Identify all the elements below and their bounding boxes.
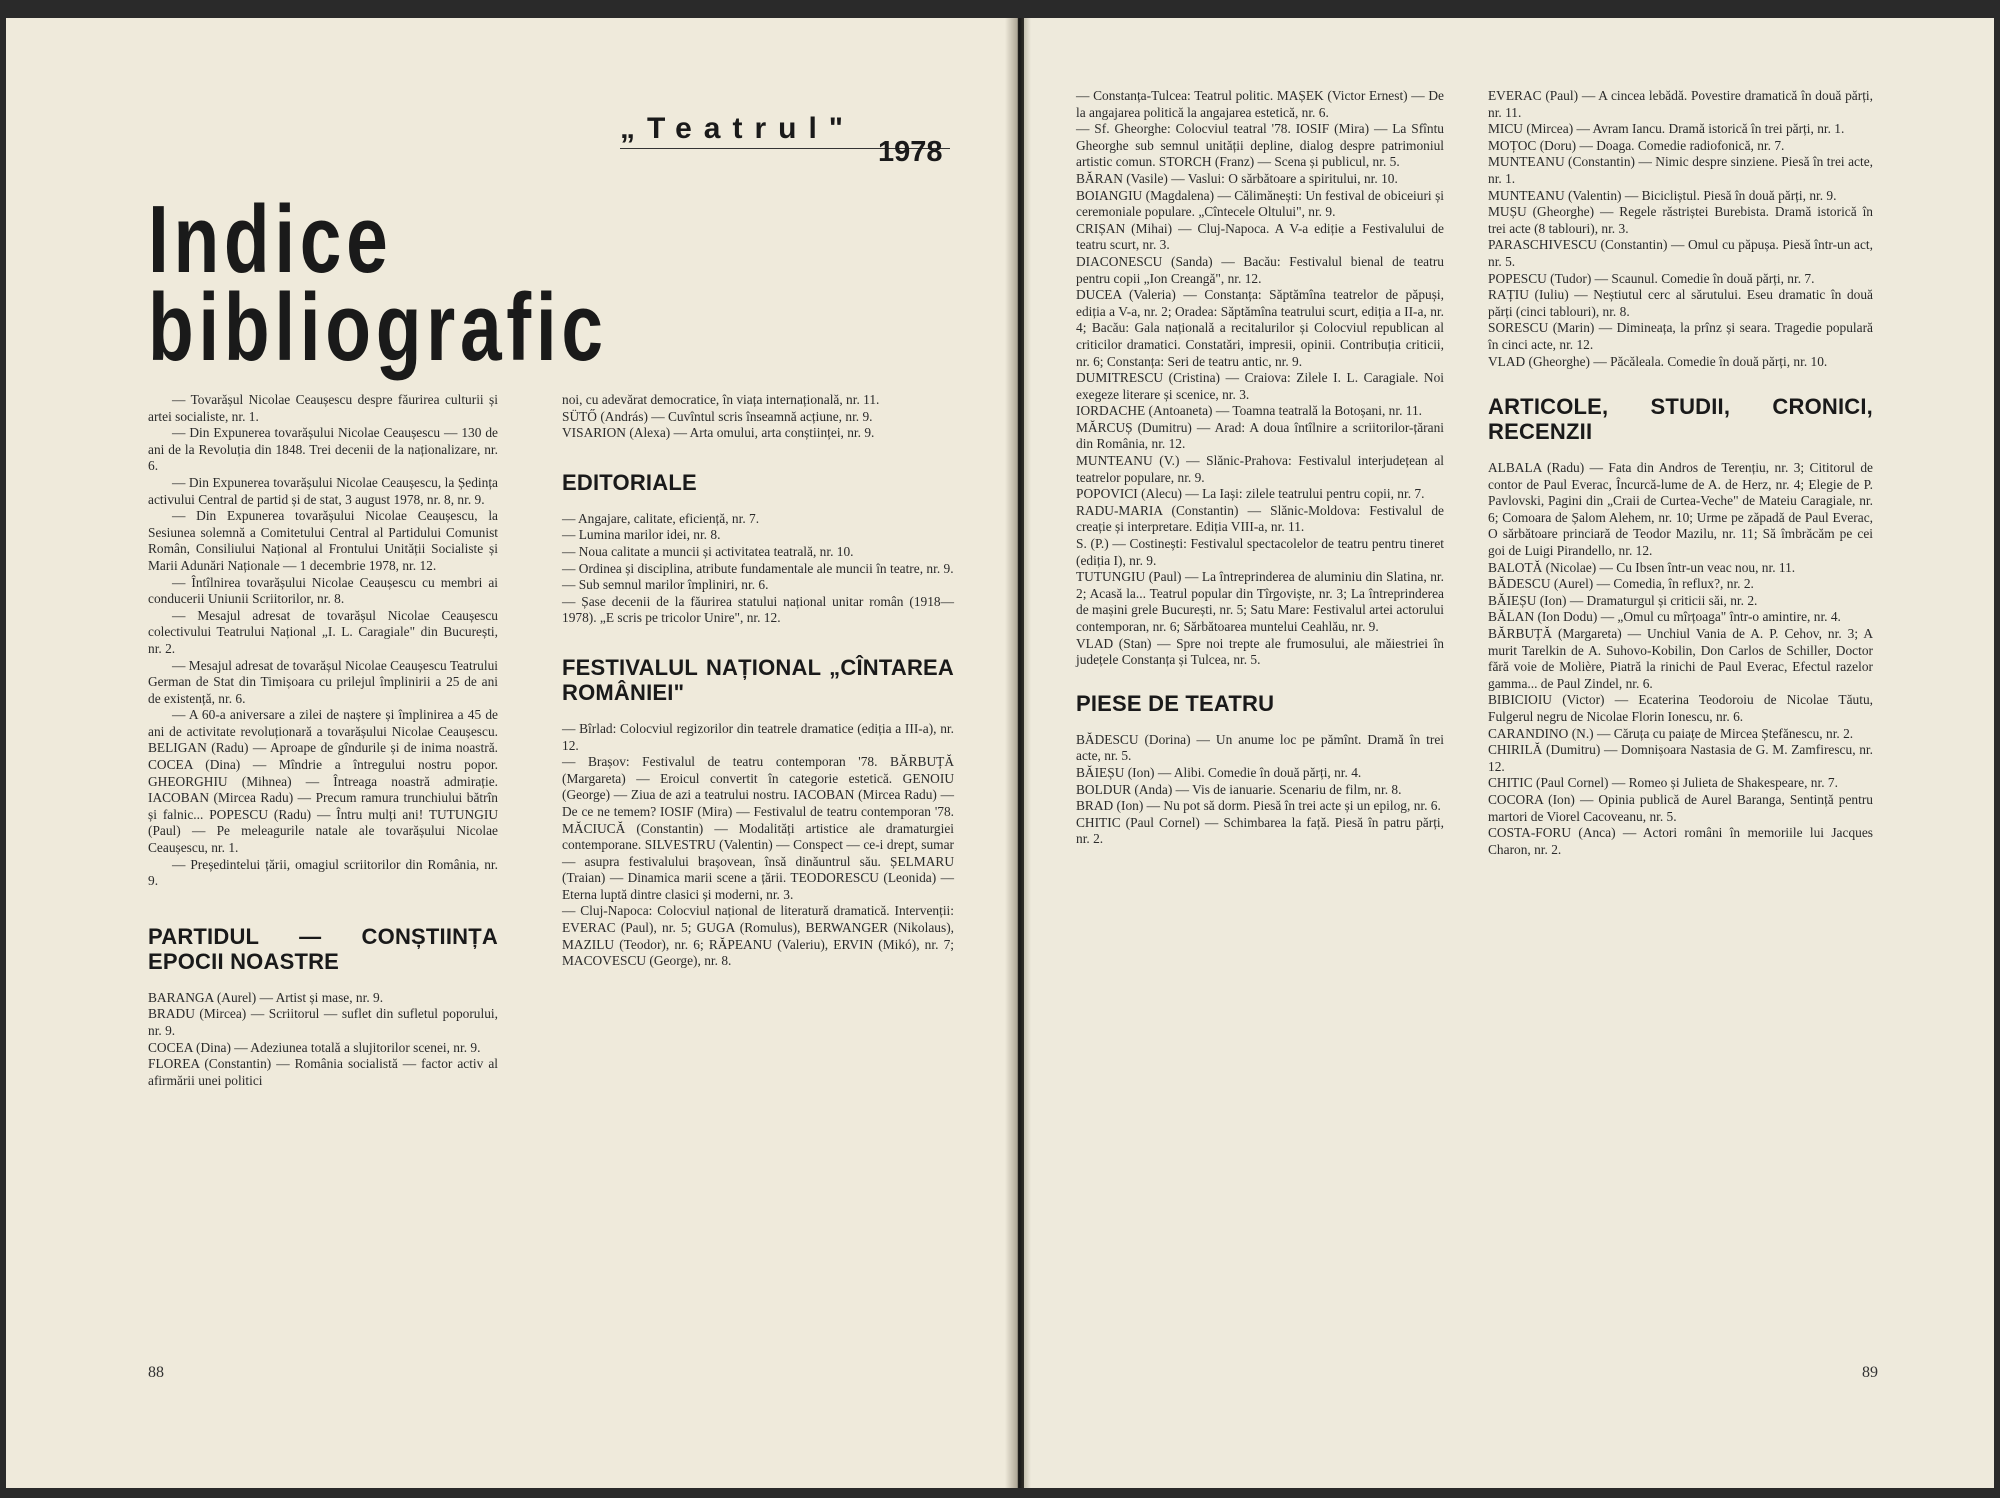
right-column-2 [1488, 88, 1873, 858]
section-piese-heading: PIESE DE TEATRU [1076, 690, 1275, 716]
index-entry: — Mesajul adresat de tovarășul Nicolae Ceaușescu Teatrului German de Stat din Timișoara cu prilejul împlinirii a 25 de ani de existență, nr. 6. [148, 657, 498, 706]
index-entry: BALOTĂ (Nicolae) — Cu Ibsen într-un veac nou, nr. 11. [1488, 559, 1796, 575]
index-entry: — Șase decenii de la făurirea statului național unitar român (1918—1978). „E scris pe tricolor Unire", nr. 12. [562, 593, 954, 626]
index-entry: — A 60-a aniversare a zilei de naștere și împlinirea a 45 de ani de activitate revoluționară a tovarășului Nicolae Ceaușescu. BELIGAN (Radu) — Aproape de gîndurile și de inima noastră. COCEA (Dina) — Mîndrie a întregului nostru popor. GHEORGHIU (Mihnea) — Întreaga noastră admirație. IACOBAN (Mircea Radu) — Precum ramura trunchiului bătrîn și falnic... POPESCU (Radu) — Întru mulți ani! TUTUNGIU (Paul) — Pe meleagurile natale ale tovarășului Nicolae Ceaușescu, nr. 1. [148, 707, 498, 856]
index-entry: FLOREA (Constantin) — România socialistă — factor activ al afirmării unei politici [148, 1056, 498, 1088]
index-entry: MUNTEANU (Valentin) — Bicicliștul. Piesă în două părți, nr. 9. [1488, 187, 1837, 203]
index-entry: — Sf. Gheorghe: Colocviul teatral '78. IOSIF (Mira) — La Sfîntu Gheorghe sub semnul unității depline, dialog despre patrimoniul artistic comun. STORCH (Franz) — Scena și publicul, nr. 5. [1076, 121, 1444, 170]
index-entry: PARASCHIVESCU (Constantin) — Omul cu păpușa. Piesă într-un act, nr. 5. [1488, 237, 1873, 269]
festival-cont-entries [1076, 88, 1444, 669]
index-entry: BRADU (Mircea) — Scriitorul — suflet din sufletul poporului, nr. 9. [148, 1006, 498, 1038]
index-entry: POPOVICI (Alecu) — La Iași: zilele teatrului pentru copii, nr. 7. [1076, 486, 1425, 502]
index-entry: BĂRBUȚĂ (Margareta) — Unchiul Vania de A. P. Cehov, nr. 3; A murit Tarelkin de A. Suhovo-Kobilin, Don Carlos de Schiller, Doctor fără voie de Molière, Piatră la rinichi de Paul Everac, Efectul razelor gamma... de Paul Zindel, nr. 6. [1488, 626, 1873, 691]
index-entry: — Bîrlad: Colocviul regizorilor din teatrele dramatice (ediția a III-a), nr. 12. [562, 720, 954, 753]
title-indice: Indice [148, 186, 393, 293]
title-bibliografic: bibliografic [148, 274, 608, 381]
index-entry: CARANDINO (N.) — Căruța cu paiațe de Mircea Ștefănescu, nr. 2. [1488, 725, 1854, 741]
index-entry: BĂDESCU (Aurel) — Comedia, în reflux?, nr. 2. [1488, 576, 1754, 592]
index-entry: DUCEA (Valeria) — Constanța: Săptămîna teatrelor de păpuși, ediția a V-a, nr. 2; Oradea: Săptămîna teatrului scurt, ediția a II-a, nr. 4; Bacău: Gala națională a recitalurilor și Colocviul republican al criticilor dramatici. Constatări, impresii, opinii. Contribuția criticii, nr. 6; Constanța: Seri de teatru antic, nr. 9. [1076, 287, 1444, 369]
editoriale-entries [562, 511, 954, 627]
index-entry: — Sub semnul marilor împliniri, nr. 6. [562, 577, 769, 593]
index-entry: BARANGA (Aurel) — Artist și mase, nr. 9. [148, 989, 384, 1005]
index-entry: — Din Expunerea tovarășului Nicolae Ceaușescu — 130 de ani de la Revoluția din 1848. Trei decenii de la naționalizare, nr. 6. [148, 425, 498, 474]
index-entry: BĂIEȘU (Ion) — Dramaturgul și criticii săi, nr. 2. [1488, 592, 1758, 608]
index-entry: CHITIC (Paul Cornel) — Romeo și Julieta de Shakespeare, nr. 7. [1488, 775, 1838, 791]
index-entry: CHITIC (Paul Cornel) — Schimbarea la față. Piesă în patru părți, nr. 2. [1076, 814, 1444, 847]
index-entry: COCORA (Ion) — Opinia publică de Aurel Baranga, Sentință pentru martori de Viorel Cacoveanu, nr. 5. [1488, 791, 1873, 824]
index-entry: noi, cu adevărat democratice, în viața internațională, nr. 11. [562, 392, 880, 407]
index-entry: — Cluj-Napoca: Colocviul național de literatură dramatică. Intervenții: EVERAC (Paul), nr. 5; GUGA (Romulus), BERWANGER (Nikolaus), MAZILU (Teodor), nr. 6; RĂPEANU (Valeriu), ERVIN (Mikó), nr. 7; MACOVESCU (George), nr. 8. [562, 903, 954, 969]
index-entry: IORDACHE (Antoaneta) — Toamna teatrală la Botoșani, nr. 11. [1076, 403, 1423, 419]
index-entry: DUMITRESCU (Cristina) — Craiova: Zilele I. L. Caragiale. Noi exegeze literare și scenice, nr. 3. [1076, 370, 1444, 402]
index-entry: COSTA-FORU (Anca) — Actori români în memoriile lui Jacques Charon, nr. 2. [1488, 825, 1873, 857]
left-column-2 [562, 392, 954, 970]
index-entry: VLAD (Gheorghe) — Păcăleala. Comedie în două părți, nr. 10. [1488, 353, 1828, 369]
index-entry: — Angajare, calitate, eficiență, nr. 7. [562, 510, 760, 526]
index-entry: — Întîlnirea tovarășului Nicolae Ceaușescu cu membri ai conducerii Uniunii Scriitorilor, nr. 8. [148, 574, 498, 607]
index-entry: DIACONESCU (Sanda) — Bacău: Festivalul bienal de teatru pentru copii „Ion Creangă", nr. 12. [1076, 253, 1444, 286]
index-entry: MUȘU (Gheorghe) — Regele răstriștei Burebista. Dramă istorică în trei acte (8 tablouri), nr. 3. [1488, 204, 1873, 236]
index-entry: MUNTEANU (Constantin) — Nimic despre sinziene. Piesă în trei acte, nr. 1. [1488, 154, 1873, 186]
index-entry: S. (P.) — Costinești: Festivalul spectacolelor de teatru pentru tineret (ediția I), nr. 9. [1076, 536, 1444, 568]
intro-entries [148, 392, 498, 890]
index-entry: BĂIEȘU (Ion) — Alibi. Comedie în două părți, nr. 4. [1076, 764, 1362, 780]
index-entry: — Din Expunerea tovarășului Nicolae Ceaușescu, la Ședința activului Central de partid și de stat, 3 august 1978, nr. 8, nr. 9. [148, 474, 498, 507]
index-entry: — Președintelui țării, omagiul scriitorilor din România, nr. 9. [148, 856, 498, 889]
index-entry: MOȚOC (Doru) — Doaga. Comedie radiofonică, nr. 7. [1488, 137, 1785, 153]
index-entry: VISARION (Alexa) — Arta omului, arta conștiinței, nr. 9. [562, 425, 875, 441]
right-column-1 [1076, 88, 1444, 848]
index-entry: EVERAC (Paul) — A cincea lebădă. Povestire dramatică în două părți, nr. 11. [1488, 88, 1873, 120]
index-entry: MĂRCUȘ (Dumitru) — Arad: A doua întîlnire a scriitorilor-țărani din România, nr. 12. [1076, 419, 1444, 452]
index-entry: CRIȘAN (Mihai) — Cluj-Napoca. A V-a ediție a Festivalului de teatru scurt, nr. 3. [1076, 220, 1444, 253]
index-entry: BOIANGIU (Magdalena) — Călimănești: Un festival de obiceiuri și ceremoniale populare. „Cîntecele Oltului", nr. 9. [1076, 187, 1444, 220]
index-entry: — Noua calitate a muncii și activitatea teatrală, nr. 10. [562, 543, 854, 559]
index-entry: BIBICIOIU (Victor) — Ecaterina Teodoroiu de Nicolae Tăutu, Fulgerul negru de Nicolae Florin Ionescu, nr. 6. [1488, 692, 1873, 724]
index-entry: — Tovarășul Nicolae Ceaușescu despre făurirea culturii și artei socialiste, nr. 1. [148, 392, 498, 424]
year-label: 1978 [878, 136, 943, 168]
index-entry: ALBALA (Radu) — Fata din Andros de Terențiu, nr. 3; Cititorul de contor de Paul Everac, Încurcă-lume de A. de Herz, nr. 4; Elegie de P. Pavlovski, Pagini din „Craii de Curtea-Veche" de Mateiu Caragiale, nr. 6; Comoara de Șalom Alehem, nr. 10; Urme pe zăpadă de Paul Everac, O sărbătoare princiară de Teodor Mazilu, nr. 11; Să îmbrăcăm pe cei goi de Luigi Pirandello, nr. 12. [1488, 460, 1873, 559]
index-entry: MICU (Mircea) — Avram Iancu. Dramă istorică în trei părți, nr. 1. [1488, 121, 1845, 137]
index-entry: BĂLAN (Ion Dodu) — „Omul cu mîrțoaga" într-o amintire, nr. 4. [1488, 609, 1841, 625]
magazine-title: „Teatrul" [620, 112, 856, 145]
section-articole-heading: ARTICOLE, STUDII, CRONICI, RECENZII [1488, 394, 1873, 445]
left-column-1 [148, 392, 498, 1089]
articole-entries [1488, 460, 1873, 858]
section-editoriale-heading: EDITORIALE [562, 469, 697, 495]
index-entry: TUTUNGIU (Paul) — La întreprinderea de aluminiu din Slatina, nr. 2; Acasă la... Teatrul popular din Tîrgoviște, nr. 3; La întreprinderea de mașini grele București, nr. 5; Satu Mare: Festivalul artei actorului contemporan, nr. 6; Sărbătoarea muntelui Ceahlău, nr. 9. [1076, 569, 1444, 634]
index-entry: — Ordinea și disciplina, atribute fundamentale ale muncii în teatre, nr. 9. [562, 560, 954, 576]
piese-entries [1076, 732, 1444, 848]
partid-entries [148, 990, 498, 1090]
book-gutter [1005, 18, 1031, 1488]
index-entry: POPESCU (Tudor) — Scaunul. Comedie în două părți, nr. 7. [1488, 270, 1815, 286]
index-entry: RAȚIU (Iuliu) — Neștiutul cerc al sărutului. Eseu dramatic în două părți (cinci tablouri), nr. 8. [1488, 287, 1873, 319]
section-festival-heading: FESTIVALUL NAȚIONAL „CÎNTAREA ROMÂNIEI" [562, 654, 954, 705]
index-entry: — Din Expunerea tovarășului Nicolae Ceaușescu, la Sesiunea solemnă a Comitetului Central al Partidului Comunist Român, Consiliului Național al Frontului Unității Socialiste și Marii Adunări Naționale — 1 decembrie 1978, nr. 12. [148, 508, 498, 573]
index-entry: BRAD (Ion) — Nu pot să dorm. Piesă în trei acte și un epilog, nr. 6. [1076, 798, 1441, 814]
festival-entries [562, 721, 954, 970]
index-entry: — Mesajul adresat de tovarășul Nicolae Ceaușescu colectivului Teatrului Național „I. L. Caragiale" din București, nr. 2. [148, 607, 498, 656]
page-number-right: 89 [1862, 1364, 1878, 1381]
index-entry: BĂRAN (Vasile) — Vaslui: O sărbătoare a spiritului, nr. 10. [1076, 170, 1398, 186]
index-entry: VLAD (Stan) — Spre noi trepte ale frumosului, ale măiestriei în județele Constanța și Tulcea, nr. 5. [1076, 635, 1444, 668]
index-entry: SÜTŐ (András) — Cuvîntul scris înseamnă acțiune, nr. 9. [562, 408, 873, 424]
index-entry: BĂDESCU (Dorina) — Un anume loc pe pămînt. Dramă în trei acte, nr. 5. [1076, 731, 1444, 764]
index-entry: — Lumina marilor idei, nr. 8. [562, 527, 721, 543]
index-entry: SORESCU (Marin) — Dimineața, la prînz și seara. Tragedie populară în cinci acte, nr. 12. [1488, 320, 1873, 352]
index-entry: RADU-MARIA (Constantin) — Slănic-Moldova: Festivalul de creație și interpretare. Ediția VIII-a, nr. 11. [1076, 502, 1444, 535]
section-partid-heading: PARTIDUL — CONȘTIINȚA EPOCII NOASTRE [148, 923, 498, 974]
piese-cont-entries [1488, 88, 1873, 370]
index-entry: MUNTEANU (V.) — Slănic-Prahova: Festivalul interjudețean al teatrelor populare, nr. 9. [1076, 453, 1444, 485]
index-entry: COCEA (Dina) — Adeziunea totală a slujitorilor scenei, nr. 9. [148, 1039, 481, 1055]
continued-entries [562, 392, 954, 442]
index-entry: BOLDUR (Anda) — Vis de ianuarie. Scenariu de film, nr. 8. [1076, 781, 1402, 797]
index-entry: — Brașov: Festivalul de teatru contemporan '78. BĂRBUȚĂ (Margareta) — Eroicul convertit în categorie estetică. GENOIU (George) — Ziua de azi a teatrului nostru. IACOBAN (Mircea Radu) — De ce ne temem? IOSIF (Mira) — Festivalul de teatru contemporan '78. MĂCIUCĂ (Constantin) — Modalități artistice ale dramaturgiei contemporane. SILVESTRU (Valentin) — Conspect — ce-i drept, sumar — asupra festivalului brașovean, însă dinăuntrul său. ȘELMARU (Traian) — Dinamica marii scene a țării. TEODORESCU (Leonida) — Eterna luptă dintre clasici și moderni, nr. 3. [562, 754, 954, 902]
index-entry: CHIRILĂ (Dumitru) — Domnișoara Nastasia de G. M. Zamfirescu, nr. 12. [1488, 742, 1873, 774]
index-entry: — Constanța-Tulcea: Teatrul politic. MAȘEK (Victor Ernest) — De la angajarea politică la angajarea estetică, nr. 6. [1076, 88, 1444, 120]
page-number-left: 88 [148, 1364, 164, 1381]
